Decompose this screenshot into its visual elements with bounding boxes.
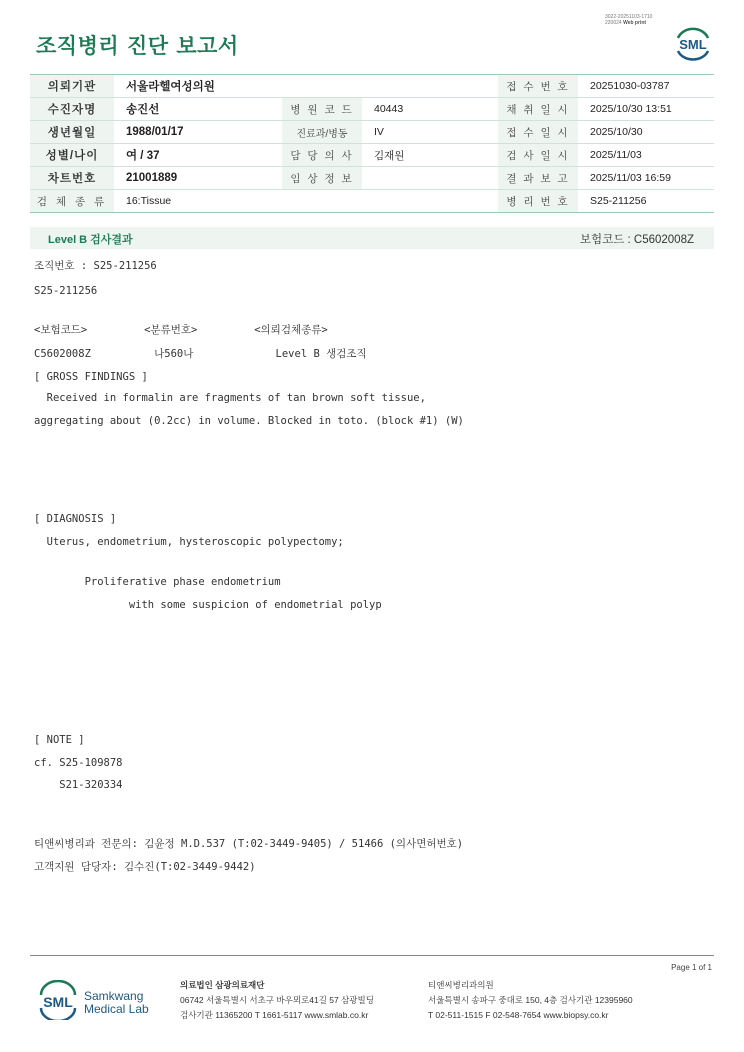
page-number: Page 1 of 1 bbox=[671, 963, 712, 972]
info-row bbox=[30, 167, 714, 190]
print-code bbox=[605, 14, 652, 26]
value-chart-number: 21001889 bbox=[114, 167, 282, 190]
brand-line1: Samkwang bbox=[84, 989, 144, 1003]
label-collection-datetime: 채 취 일 시 bbox=[498, 98, 578, 121]
tissue-number-repeat: S25-211256 bbox=[34, 285, 98, 297]
gross-findings-text: aggregating about (0.2cc) in volume. Blocked in toto. (block #1) (W) bbox=[34, 415, 464, 427]
diagnosis-text: Uterus, endometrium, hysteroscopic polypectomy; bbox=[34, 536, 344, 548]
info-row bbox=[30, 121, 714, 144]
value-department: IV bbox=[362, 121, 498, 144]
clinic-contact: T 02-511-1515 F 02-548-7654 www.biopsy.co.kr bbox=[428, 1010, 609, 1020]
foundation-address: 06742 서울특별시 서초구 바우뫼로41길 57 삼광빌딩 bbox=[180, 995, 374, 1005]
clinic-name: 티앤씨병리과의원 bbox=[428, 980, 494, 990]
info-row bbox=[30, 98, 714, 121]
label-specimen-type: 검 체 종 류 bbox=[30, 190, 114, 213]
print-mode: Web print bbox=[623, 20, 647, 26]
value-sex-age: 여 / 37 bbox=[114, 144, 282, 167]
pathologist-line: 티앤씨병리과 전문의: 김윤정 M.D.537 (T:02-3449-9405) / 51466 (의사면허번호) bbox=[34, 838, 464, 850]
value-exam-date: 2025/11/03 bbox=[578, 144, 714, 167]
label-birth-date: 생년월일 bbox=[30, 121, 114, 144]
insurance-code: 보험코드 : C5602008Z bbox=[579, 234, 694, 246]
value-patient-name: 송진선 bbox=[114, 98, 282, 121]
note-heading: [ NOTE ] bbox=[34, 734, 85, 746]
clinic-address: 서울특별시 송파구 중대로 150, 4층 검사기관 12395960 bbox=[428, 995, 633, 1005]
patient-info-table bbox=[30, 74, 714, 213]
value-birth-date: 1988/01/17 bbox=[114, 121, 282, 144]
label-clinical-info: 임 상 정 보 bbox=[282, 167, 362, 190]
value-report-datetime: 2025/11/03 16:59 bbox=[578, 167, 714, 190]
footer-divider bbox=[30, 955, 714, 956]
note-text: cf. S25-109878 bbox=[34, 757, 123, 769]
label-hospital-code: 병 원 코 드 bbox=[282, 98, 362, 121]
label-pathology-number: 병 리 번 호 bbox=[498, 190, 578, 213]
brand-line2: Medical Lab bbox=[84, 1002, 149, 1016]
label-sex-age: 성별/나이 bbox=[30, 144, 114, 167]
code-headers: <보험코드> <분류번호> <의뢰검체종류> bbox=[34, 324, 328, 336]
gross-findings-text: Received in formalin are fragments of tan brown soft tissue, bbox=[34, 392, 426, 404]
result-section-header bbox=[30, 227, 714, 249]
value-specimen-type: 16:Tissue bbox=[114, 190, 498, 213]
value-pathology-number: S25-211256 bbox=[578, 190, 714, 213]
support-contact-line: 고객지원 담당자: 김수진(T:02-3449-9442) bbox=[34, 861, 256, 873]
label-receipt-date: 접 수 일 시 bbox=[498, 121, 578, 144]
value-physician: 김재원 bbox=[362, 144, 498, 167]
value-collection-datetime: 2025/10/30 13:51 bbox=[578, 98, 714, 121]
value-accession-number: 20251030-03787 bbox=[578, 75, 714, 98]
diagnosis-text: Proliferative phase endometrium bbox=[34, 576, 281, 588]
label-department: 진료과/병동 bbox=[282, 121, 362, 144]
value-receipt-date: 2025/10/30 bbox=[578, 121, 714, 144]
diagnosis-text: with some suspicion of endometrial polyp bbox=[34, 599, 382, 611]
label-chart-number: 차트번호 bbox=[30, 167, 114, 190]
tissue-number-line: 조직번호 : S25-211256 bbox=[34, 260, 157, 272]
label-exam-date: 검 사 일 시 bbox=[498, 144, 578, 167]
info-row bbox=[30, 75, 714, 98]
value-hospital-code: 40443 bbox=[362, 98, 498, 121]
diagnosis-heading: [ DIAGNOSIS ] bbox=[34, 513, 117, 525]
sml-logo-icon bbox=[672, 24, 714, 62]
foundation-name: 의료법인 삼광의료재단 bbox=[180, 980, 265, 990]
label-physician: 담 당 의 사 bbox=[282, 144, 362, 167]
note-text: S21-320334 bbox=[34, 779, 123, 791]
info-row bbox=[30, 190, 714, 213]
label-patient-name: 수진자명 bbox=[30, 98, 114, 121]
print-code-line1: 3022-20251103-1710 bbox=[605, 14, 653, 20]
logo-text: SML bbox=[679, 37, 707, 52]
value-clinical-info bbox=[362, 167, 498, 190]
footer-col-foundation bbox=[180, 978, 374, 1023]
label-accession-number: 접 수 번 호 bbox=[498, 75, 578, 98]
sml-footer-logo-icon bbox=[36, 980, 80, 1020]
code-values: C5602008Z 나560나 Level B 생검조직 bbox=[34, 348, 367, 360]
footer-logo-text: SML bbox=[43, 994, 73, 1010]
footer-col-clinic bbox=[428, 978, 633, 1023]
info-row bbox=[30, 144, 714, 167]
result-level-title: Level B 검사결과 bbox=[48, 234, 133, 246]
label-requesting-institution: 의뢰기관 bbox=[30, 75, 114, 98]
gross-findings-heading: [ GROSS FINDINGS ] bbox=[34, 371, 148, 383]
print-code-line2: 220024 bbox=[605, 20, 622, 26]
footer-brand bbox=[84, 990, 149, 1016]
label-report-datetime: 결 과 보 고 bbox=[498, 167, 578, 190]
report-title: 조직병리 진단 보고서 bbox=[36, 34, 239, 58]
foundation-contact: 검사기관 11365200 T 1661-5117 www.smlab.co.kr bbox=[180, 1010, 369, 1020]
value-requesting-institution: 서울라헬여성의원 bbox=[114, 75, 498, 98]
